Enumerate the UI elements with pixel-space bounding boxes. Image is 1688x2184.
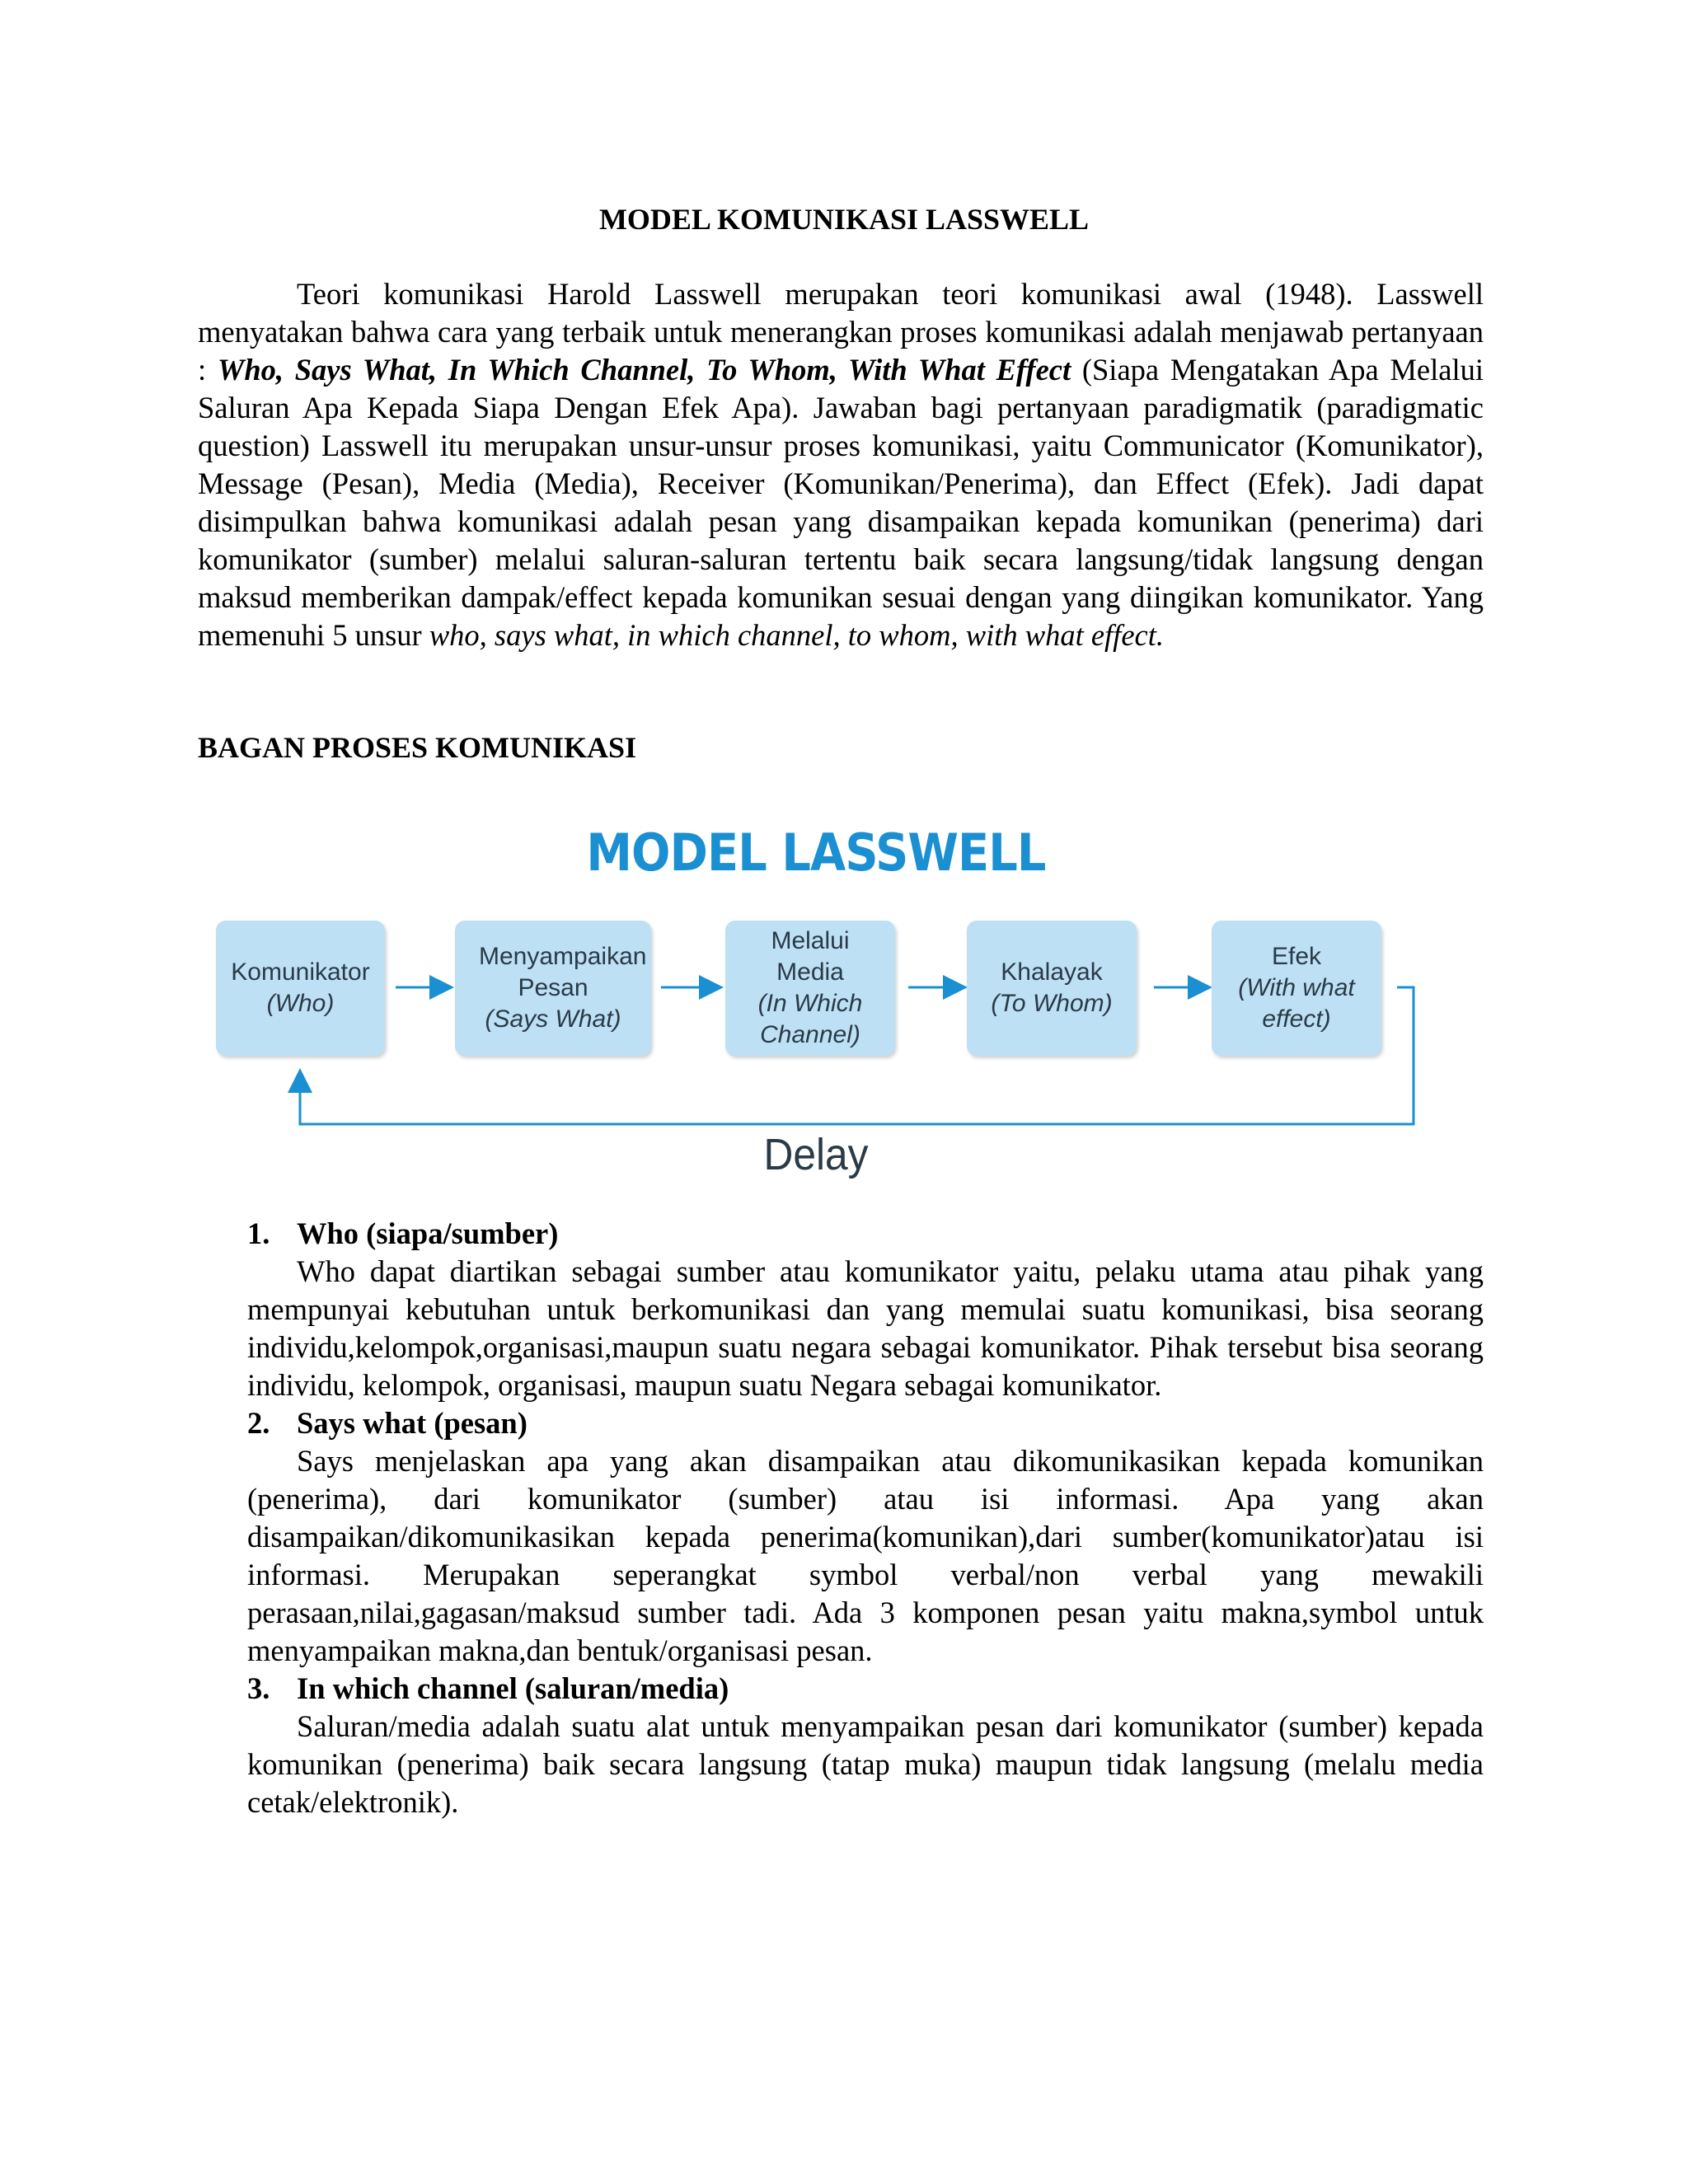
box-label: Efek: [1271, 943, 1322, 970]
item-text: Saluran/media adalah suatu alat untuk menyampaikan pesan dari komunikator (sumber) kepada komunikan (penerima) baik secara langsung (tatap muka) maupun tidak langsung (melalu media cetak/elektronik).: [247, 1709, 1484, 1819]
list-item: [247, 1215, 1484, 1404]
box-role: (With what effect): [1238, 974, 1355, 1033]
box-label: Melalui Media: [771, 927, 850, 986]
box-role: (In Which Channel): [757, 990, 863, 1048]
box-role: (To Whom): [991, 990, 1113, 1017]
intro-paragraph: [198, 275, 1484, 654]
box-role: (Says What): [485, 1005, 621, 1033]
box-khalayak: [967, 921, 1137, 1056]
box-label: Menyampaikan Pesan: [479, 943, 647, 1001]
intro-text-middle: (Siapa Mengatakan Apa Melalui Saluran Apa Kepada Siapa Dengan Efek Apa). Jawaban bagi pertanyaan paradigmatik (paradigmatic question) Lasswell itu merupakan unsur-unsur proses komunikasi, yaitu Communicator (Komunikator), Message (Pesan), Media (Media), Receiver (Komunikan/Penerima), dan Effect (Efek). Jadi dapat disimpulkan bahwa komunikasi adalah pesan yang disampaikan kepada komunikan (penerima) dari komunikator (sumber) melalui saluran-saluran tertentu baik secara langsung/tidak langsung dengan maksud memberikan dampak/effect kepada komunikan sesuai dengan yang diingikan komunikator. Yang memenuhi 5 unsur: [198, 353, 1484, 652]
item-text: Who dapat diartikan sebagai sumber atau komunikator yaitu, pelaku utama atau pihak yang mempunyai kebutuhan untuk berkomunikasi dan yang memulai suatu komunikasi, bisa seorang individu,kelompok,organisasi,maupun suatu negara sebagai komunikator. Pihak tersebut bisa seorang individu, kelompok, organisasi, maupun suatu Negara sebagai komunikator.: [247, 1254, 1484, 1402]
item-heading: [247, 1404, 1484, 1442]
box-label: Khalayak: [1001, 958, 1103, 986]
section-heading: BAGAN PROSES KOMUNIKASI: [198, 731, 637, 764]
item-heading-text: Who (siapa/sumber): [297, 1216, 559, 1250]
box-label: Komunikator: [231, 958, 370, 986]
item-number: 1.: [247, 1216, 270, 1250]
item-number: 3.: [247, 1671, 270, 1705]
item-number: 2.: [247, 1406, 270, 1440]
intro-italic-end: who, says what, in which channel, to whom, with what effect.: [429, 618, 1164, 652]
box-media: [725, 921, 895, 1056]
delay-label: Delay: [763, 1130, 869, 1179]
box-efek: [1212, 921, 1381, 1056]
item-heading-text: In which channel (saluran/media): [297, 1671, 729, 1705]
intro-questions: Who, Says What, In Which Channel, To Whom, With What Effect: [217, 353, 1071, 387]
item-heading-text: Says what (pesan): [297, 1406, 528, 1440]
element-list: [247, 1215, 1484, 1821]
box-pesan: [455, 921, 651, 1056]
diagram-title: MODEL LASSWELL: [586, 823, 1046, 883]
list-item: [247, 1404, 1484, 1670]
item-heading: [247, 1215, 1484, 1253]
page-title: MODEL KOMUNIKASI LASSWELL: [598, 203, 1090, 236]
intro-text-start: Teori komunikasi Harold Lasswell merupakan teori komunikasi awal (1948). Lasswell menyatakan bahwa cara yang terbaik untuk menerangkan proses komunikasi adalah menjawab pertanyaan :: [198, 277, 1484, 387]
box-komunikator: [216, 921, 385, 1056]
item-text: Says menjelaskan apa yang akan disampaikan atau dikomunikasikan kepada komunikan (penerima), dari komunikator (sumber) atau isi informasi. Apa yang akan disampaikan/dikomunikasikan kepada penerima(komunikan),dari sumber(komunikator)atau isi informasi. Merupakan seperangkat symbol verbal/non verbal yang mewakili perasaan,nilai,gagasan/maksud sumber tadi. Ada 3 komponen pesan yaitu makna,symbol untuk menyampaikan makna,dan bentuk/organisasi pesan.: [247, 1444, 1484, 1667]
list-item: [247, 1670, 1484, 1821]
item-heading: [247, 1670, 1484, 1708]
lasswell-diagram: [198, 816, 1434, 1212]
box-role: (Who): [266, 990, 335, 1017]
